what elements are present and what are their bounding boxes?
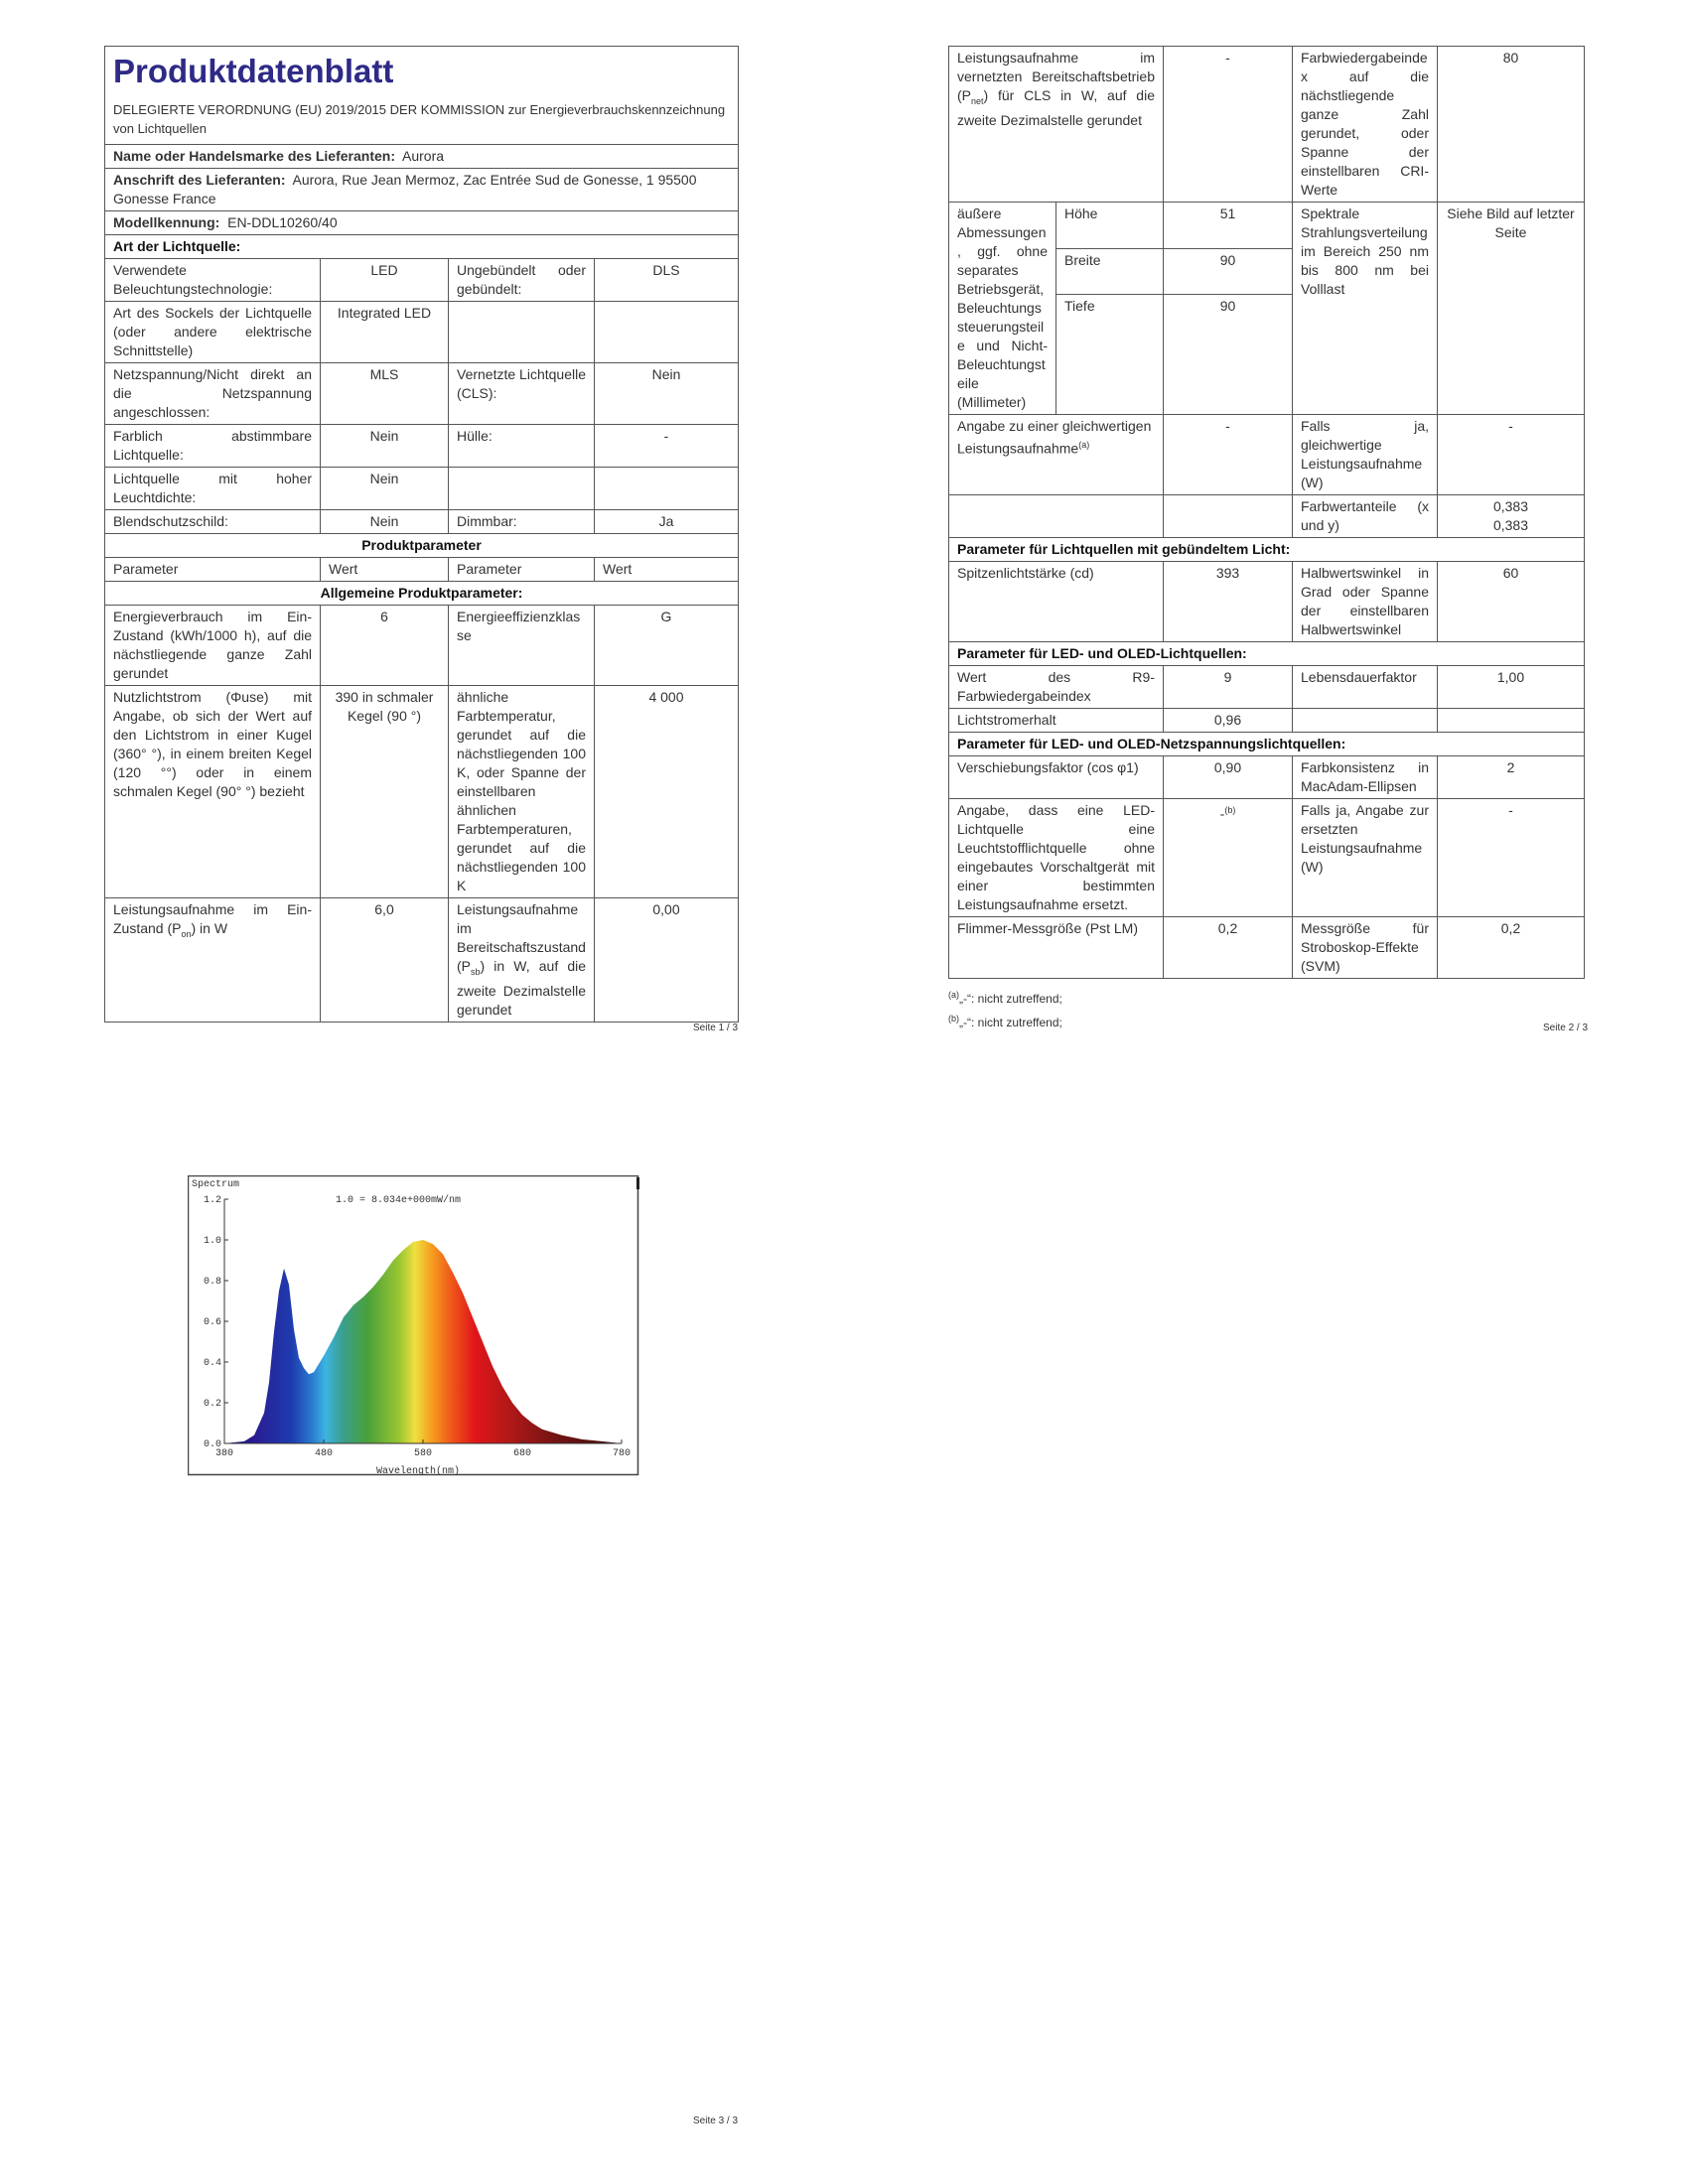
replace-label: Angabe, dass eine LED-Lichtquelle eine Leuchtstofflichtquelle ohne eingebautes Vorschaltgerät mit einer bestimmten Leistungsaufnahme ersetzt.	[949, 799, 1164, 917]
table-row	[105, 606, 739, 686]
peak-label: Spitzenlichtstärke (cd)	[949, 562, 1164, 642]
psb-label-text: ) in W, auf die zweite Dezimalstelle gerundet	[457, 958, 586, 1018]
footnote-text: „-“: nicht zutreffend;	[959, 992, 1062, 1006]
general-params-heading: Allgemeine Produktparameter:	[105, 582, 739, 606]
model-id: EN-DDL10260/40	[227, 214, 338, 230]
spectral-label: Spektrale Strahlungsverteilung im Bereich 250 nm bis 800 nm bei Volllast	[1293, 203, 1438, 415]
table-row	[949, 666, 1585, 709]
life-label: Lebensdauerfaktor	[1293, 666, 1438, 709]
page-2	[948, 46, 1584, 1032]
lightsource-type-heading: Art der Lichtquelle:	[105, 235, 739, 259]
y-tick-label: 0.6	[203, 1317, 221, 1328]
energy-on-value: 6	[321, 606, 449, 686]
page-number: Seite 3 / 3	[693, 2116, 739, 2126]
pon-label	[105, 898, 321, 1023]
envelope-value: -	[595, 425, 739, 468]
x-axis-label: Wavelength(nm)	[375, 1466, 461, 1477]
cct-label: ähnliche Farbtemperatur, gerundet auf die nächstliegenden 100 K, oder Spanne der einstellbaren ähnlichen Farbtemperaturen, gerundet auf die nächstliegenden 100 K	[449, 686, 595, 898]
model-row	[105, 211, 739, 235]
table-row	[105, 510, 739, 534]
chroma-value	[1438, 495, 1585, 538]
envelope-label: Hülle:	[449, 425, 595, 468]
mains-label: Netzspannung/Nicht direkt an die Netzspannung angeschlossen:	[105, 363, 321, 425]
datasheet-table-2	[948, 46, 1585, 979]
chroma-y: 0,383	[1492, 517, 1529, 533]
cls-value: Nein	[595, 363, 739, 425]
empty-cell	[595, 302, 739, 363]
cct-value: 4 000	[595, 686, 739, 898]
footnote-text: „-“: nicht zutreffend;	[959, 1016, 1062, 1029]
technology-value: LED	[321, 259, 449, 302]
page-number: Seite 1 / 3	[693, 1023, 739, 1033]
x-tick-label: 680	[512, 1448, 532, 1459]
chroma-x: 0,383	[1492, 498, 1529, 514]
dim-height-value: 51	[1164, 203, 1293, 249]
anti-glare-label: Blendschutzschild:	[105, 510, 321, 534]
cap-type-label: Art des Sockels der Lichtquelle (oder andere elektrische Schnittstelle)	[105, 302, 321, 363]
dim-width-label: Breite	[1056, 248, 1164, 295]
directional-value: DLS	[595, 259, 739, 302]
pnet-sub: net	[971, 95, 984, 106]
mains-heading: Parameter für LED- und OLED-Netzspannungslichtquellen:	[949, 733, 1585, 756]
svm-label: Messgröße für Stroboskop-Effekte (SVM)	[1293, 917, 1438, 979]
pon-label-text: ) in W	[191, 920, 228, 936]
regulation-text: DELEGIERTE VERORDNUNG (EU) 2019/2015 DER KOMMISSION zur Energieverbrauchskennzeichnung von Lichtquellen	[113, 102, 726, 136]
dimensions-label: äußere Abmessungen, ggf. ohne separates Betriebsgerät, Beleuchtungssteuerungsteile und Nicht-Beleuchtungsteile (Millimeter)	[949, 203, 1056, 415]
supplier-name: Aurora	[402, 148, 445, 164]
replace-value	[1164, 799, 1293, 917]
y-tick-label: 0.2	[203, 1399, 221, 1410]
frame-notch	[636, 1177, 639, 1189]
chart-title: 1.0 = 8.034e+000mW/nm	[335, 1195, 462, 1206]
table-row	[105, 898, 739, 1023]
empty-cell	[449, 302, 595, 363]
psb-value: 0,00	[595, 898, 739, 1023]
footnote-a	[948, 985, 1584, 1009]
replace-value-text: -	[1219, 805, 1225, 822]
supplier-address-row	[105, 169, 739, 211]
dim-depth-label: Tiefe	[1056, 295, 1164, 415]
spectrum-chart	[188, 1175, 640, 1477]
table-row	[105, 363, 739, 425]
high-luminance-value: Nein	[321, 468, 449, 510]
page-1	[104, 46, 738, 1023]
dim-height-label: Höhe	[1056, 203, 1164, 249]
beam-label: Halbwertswinkel in Grad oder Spanne der einstellbaren Halbwertswinkel	[1293, 562, 1438, 642]
product-params-heading: Produktparameter	[105, 534, 739, 558]
life-value: 1,00	[1438, 666, 1585, 709]
pnet-value: -	[1164, 47, 1293, 203]
footnotes	[948, 985, 1584, 1032]
footnote-mark: (a)	[948, 990, 959, 1000]
flicker-label: Flimmer-Messgröße (Pst LM)	[949, 917, 1164, 979]
cap-type-value: Integrated LED	[321, 302, 449, 363]
replace-power-label: Falls ja, Angabe zur ersetzten Leistungsaufnahme (W)	[1293, 799, 1438, 917]
table-row	[105, 686, 739, 898]
table-row	[105, 259, 739, 302]
psb-label-text: Leistungsaufnahme im Bereitschaftszustand (P	[457, 901, 586, 974]
colcons-value: 2	[1438, 756, 1585, 799]
table-row	[105, 302, 739, 363]
table-row	[949, 495, 1585, 538]
dim-width-value: 90	[1164, 248, 1293, 295]
model-label: Modellkennung:	[113, 214, 220, 230]
y-tick-label: 0.4	[203, 1358, 221, 1369]
replace-power-value: -	[1438, 799, 1585, 917]
cri-value: 80	[1438, 47, 1585, 203]
y-tick-label: 0.0	[203, 1439, 221, 1450]
energy-on-label: Energieverbrauch im Ein-Zustand (kWh/1000 h), auf die nächstliegende ganze Zahl gerundet	[105, 606, 321, 686]
supplier-name-row	[105, 145, 739, 169]
equiv-label	[949, 415, 1164, 495]
psb-label	[449, 898, 595, 1023]
page-number: Seite 2 / 3	[1543, 1023, 1589, 1033]
footnote-mark: (b)	[948, 1014, 959, 1024]
footnote-b-ref: (b)	[1224, 805, 1236, 815]
dim-depth-value: 90	[1164, 295, 1293, 415]
maint-value: 0,96	[1164, 709, 1293, 733]
y-tick-label: 1.0	[203, 1236, 221, 1247]
datasheet-table-1	[104, 46, 739, 1023]
cri-label: Farbwiedergabeindex auf die nächstliegende ganze Zahl gerundet, oder Spanne der einstellbaren CRI-Werte	[1293, 47, 1438, 203]
table-row	[949, 917, 1585, 979]
equiv-power-label: Falls ja, gleichwertige Leistungsaufnahme (W)	[1293, 415, 1438, 495]
pnet-label-text: Leistungsaufnahme im vernetzten Bereitschaftsbetrieb (P	[957, 50, 1155, 103]
flicker-value: 0,2	[1164, 917, 1293, 979]
supplier-name-label: Name oder Handelsmarke des Lieferanten:	[113, 148, 395, 164]
table-row	[949, 47, 1585, 203]
equiv-label-text: Angabe zu einer gleichwertigen Leistungsaufnahme	[957, 418, 1152, 457]
peak-value: 393	[1164, 562, 1293, 642]
x-tick-label: 480	[314, 1448, 334, 1459]
svm-value: 0,2	[1438, 917, 1585, 979]
anti-glare-value: Nein	[321, 510, 449, 534]
x-tick-label: 780	[612, 1448, 632, 1459]
r9-label: Wert des R9-Farbwiedergabeindex	[949, 666, 1164, 709]
cls-label: Vernetzte Lichtquelle (CLS):	[449, 363, 595, 425]
maint-label: Lichtstromerhalt	[949, 709, 1164, 733]
footnote-a-ref: (a)	[1078, 440, 1090, 450]
beam-value: 60	[1438, 562, 1585, 642]
high-luminance-label: Lichtquelle mit hoher Leuchtdichte:	[105, 468, 321, 510]
page-title: Produktdatenblatt	[113, 53, 394, 89]
table-row	[105, 425, 739, 468]
empty-cell	[949, 495, 1164, 538]
empty-cell	[595, 468, 739, 510]
table-row	[949, 415, 1585, 495]
supplier-address: Aurora, Rue Jean Mermoz, Zac Entrée Sud de Gonesse, 1 95500 Gonesse France	[113, 172, 697, 206]
chroma-label: Farbwertanteile (x und y)	[1293, 495, 1438, 538]
y-tick-label: 0.8	[203, 1277, 221, 1288]
efficiency-class-label: Energieeffizienzklasse	[449, 606, 595, 686]
header-value: Wert	[321, 558, 449, 582]
x-tick-label: 380	[214, 1448, 234, 1459]
header-param: Parameter	[105, 558, 321, 582]
table-row	[105, 468, 739, 510]
dimmable-value: Ja	[595, 510, 739, 534]
header-value: Wert	[595, 558, 739, 582]
header-block	[105, 47, 739, 145]
efficiency-class-value: G	[595, 606, 739, 686]
directional-heading: Parameter für Lichtquellen mit gebündeltem Licht:	[949, 538, 1585, 562]
empty-cell	[1438, 709, 1585, 733]
table-row	[949, 799, 1585, 917]
disp-value: 0,90	[1164, 756, 1293, 799]
header-param: Parameter	[449, 558, 595, 582]
flux-value: 390 in schmaler Kegel (90 °)	[321, 686, 449, 898]
y-axis-label: Spectrum	[192, 1179, 240, 1190]
footnote-b	[948, 1009, 1584, 1032]
table-row	[949, 203, 1585, 249]
empty-cell	[1164, 495, 1293, 538]
spectral-value: Siehe Bild auf letzter Seite	[1438, 203, 1585, 415]
empty-cell	[1293, 709, 1438, 733]
tunable-label: Farblich abstimmbare Lichtquelle:	[105, 425, 321, 468]
technology-label: Verwendete Beleuchtungstechnologie:	[105, 259, 321, 302]
pnet-label-text: ) für CLS in W, auf die zweite Dezimalstelle gerundet	[957, 87, 1155, 128]
equiv-value: -	[1164, 415, 1293, 495]
pon-sub: on	[181, 928, 192, 939]
dimmable-label: Dimmbar:	[449, 510, 595, 534]
flux-label: Nutzlichtstrom (Φuse) mit Angabe, ob sich der Wert auf den Lichtstrom in einer Kugel (360° °), in einem breiten Kegel (120 °°) oder in einem schmalen Kegel (90° °) bezieht	[105, 686, 321, 898]
disp-label: Verschiebungsfaktor (cos φ1)	[949, 756, 1164, 799]
pnet-label	[949, 47, 1164, 203]
tunable-value: Nein	[321, 425, 449, 468]
mains-value: MLS	[321, 363, 449, 425]
table-row	[949, 562, 1585, 642]
psb-sub: sb	[471, 966, 481, 977]
supplier-address-label: Anschrift des Lieferanten:	[113, 172, 286, 188]
empty-cell	[449, 468, 595, 510]
directional-label: Ungebündelt oder gebündelt:	[449, 259, 595, 302]
y-tick-label: 1.2	[203, 1195, 221, 1206]
table-row	[949, 709, 1585, 733]
x-tick-label: 580	[413, 1448, 433, 1459]
table-header-row	[105, 558, 739, 582]
r9-value: 9	[1164, 666, 1293, 709]
table-row	[949, 756, 1585, 799]
pon-value: 6,0	[321, 898, 449, 1023]
colcons-label: Farbkonsistenz in MacAdam-Ellipsen	[1293, 756, 1438, 799]
led-heading: Parameter für LED- und OLED-Lichtquellen:	[949, 642, 1585, 666]
equiv-power-value: -	[1438, 415, 1585, 495]
pon-label-text: Leistungsaufnahme im Ein-Zustand (P	[113, 901, 312, 936]
